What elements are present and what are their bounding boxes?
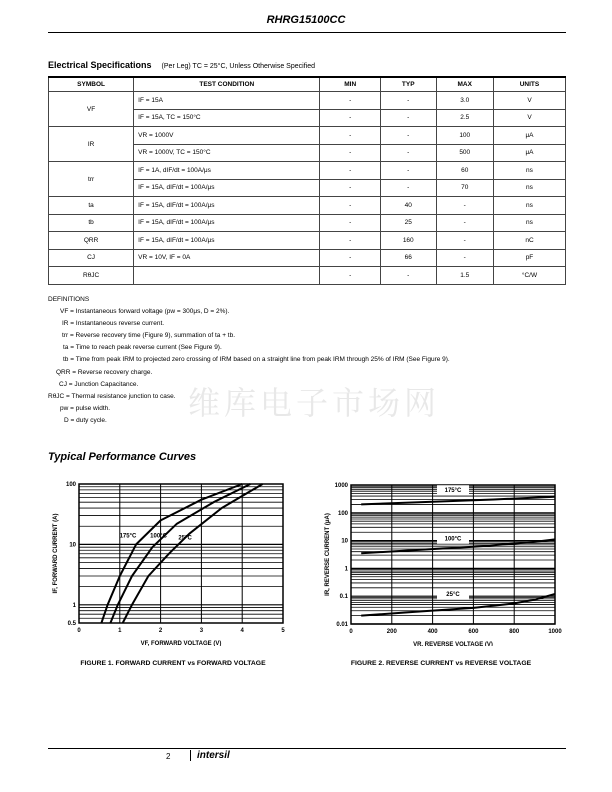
figure1-chart	[30, 476, 300, 646]
cell-max: 3.0	[436, 92, 493, 110]
cell-units: ns	[493, 162, 565, 180]
series-label: 25°C	[178, 535, 192, 542]
cell-cond: IF = 15A, dIF/dt = 100A/μs	[134, 232, 320, 250]
x-tick-label: 3	[199, 628, 204, 634]
table-row	[49, 162, 566, 180]
cell-max: 70	[436, 179, 493, 197]
column-header: MAX	[436, 77, 493, 92]
cell-symbol: IR	[49, 127, 134, 162]
cell-units: μA	[493, 144, 565, 162]
cell-symbol: CJ	[49, 249, 134, 267]
cell-min: -	[320, 92, 381, 110]
y-axis-label: IF, FORWARD CURRENT (A)	[53, 513, 59, 594]
cell-min: -	[320, 179, 381, 197]
series-label: 175°C	[444, 488, 462, 495]
cell-min: -	[320, 109, 381, 127]
intersil-logo: intersil	[190, 750, 230, 761]
cell-cond	[134, 267, 320, 285]
column-header: SYMBOL	[49, 77, 134, 92]
cell-min: -	[320, 162, 381, 180]
table-row	[49, 92, 566, 110]
cell-units: °C/W	[493, 267, 565, 285]
cell-cond: IF = 15A	[134, 92, 320, 110]
definition-item: D = duty cycle.	[64, 416, 107, 424]
cell-units: ns	[493, 197, 565, 215]
cell-typ: -	[380, 92, 436, 110]
y-tick-label: 1	[72, 602, 76, 609]
figure2-caption: FIGURE 2. REVERSE CURRENT vs REVERSE VOLTAGE	[350, 660, 532, 667]
definitions	[48, 294, 450, 427]
x-tick-label: 5	[281, 628, 285, 634]
cell-max: -	[436, 214, 493, 232]
cell-typ: 40	[380, 197, 436, 215]
table-row	[49, 214, 566, 232]
series-label: 175°C	[119, 533, 137, 540]
cell-max: 500	[436, 144, 493, 162]
cell-cond: VR = 1000V, TC = 150°C	[134, 144, 320, 162]
cell-typ: -	[380, 162, 436, 180]
table-row	[49, 249, 566, 267]
cell-cond: IF = 15A, dIF/dt = 100A/μs	[134, 197, 320, 215]
x-axis-label: VR, REVERSE VOLTAGE (V)	[413, 642, 493, 646]
y-tick-label: 0.01	[336, 622, 348, 628]
x-tick-label: 1000	[548, 629, 562, 635]
cell-min: -	[320, 267, 381, 285]
y-tick-label: 10	[69, 542, 76, 549]
cell-cond: VR = 1000V	[134, 127, 320, 145]
cell-max: 1.5	[436, 267, 493, 285]
column-header: UNITS	[493, 77, 565, 92]
definitions-title: DEFINITIONS	[48, 296, 90, 303]
definition-item: pw = pulse width.	[60, 404, 111, 412]
x-tick-label: 400	[427, 629, 438, 635]
table-row	[49, 232, 566, 250]
series-label: 100°C	[150, 533, 167, 540]
cell-max: -	[436, 232, 493, 250]
y-tick-label: 0.5	[67, 621, 76, 627]
y-tick-label: 100	[337, 510, 348, 517]
column-header: MIN	[320, 77, 381, 92]
cell-symbol: VF	[49, 92, 134, 127]
series-label: 100°C	[444, 536, 462, 543]
cell-min: -	[320, 232, 381, 250]
cell-symbol: tb	[49, 214, 134, 232]
cell-cond: IF = 15A, dIF/dt = 100A/μs	[134, 179, 320, 197]
footer-divider	[48, 748, 566, 749]
cell-typ: 66	[380, 249, 436, 267]
series-line-0	[361, 497, 555, 505]
y-tick-label: 100	[65, 482, 76, 488]
cell-min: -	[320, 214, 381, 232]
table-row	[49, 267, 566, 285]
cell-symbol: RθJC	[49, 267, 134, 285]
definition-item: VF = Instantaneous forward voltage (pw = 300μs, D = 2%).	[60, 308, 230, 316]
y-tick-label: 0.1	[339, 594, 348, 601]
cell-cond: IF = 15A, dIF/dt = 100A/μs	[134, 214, 320, 232]
x-tick-label: 0	[349, 629, 353, 635]
cell-max: 100	[436, 127, 493, 145]
x-axis-label: VF, FORWARD VOLTAGE (V)	[140, 641, 222, 646]
cell-units: V	[493, 92, 565, 110]
x-tick-label: 1	[118, 628, 122, 634]
cell-units: ns	[493, 214, 565, 232]
cell-units: V	[493, 109, 565, 127]
cell-typ: -	[380, 109, 436, 127]
definition-item: RθJC = Thermal resistance junction to case.	[48, 392, 176, 400]
cell-max: -	[436, 197, 493, 215]
cell-units: ns	[493, 179, 565, 197]
page-number: 2	[166, 752, 171, 761]
definition-item: QRR = Reverse recovery charge.	[56, 368, 153, 376]
table-row	[49, 127, 566, 145]
cell-typ: -	[380, 267, 436, 285]
x-tick-label: 600	[468, 629, 479, 635]
cell-min: -	[320, 249, 381, 267]
cell-symbol: ta	[49, 197, 134, 215]
spec-subtitle: (Per Leg) TC = 25°C, Unless Otherwise Specified	[161, 63, 315, 70]
cell-symbol: QRR	[49, 232, 134, 250]
definition-item: ta = Time to reach peak reverse current (See Figure 9).	[63, 344, 222, 352]
cell-units: μA	[493, 127, 565, 145]
x-tick-label: 200	[386, 629, 397, 635]
curves-title: Typical Performance Curves	[48, 451, 197, 463]
cell-typ: -	[380, 144, 436, 162]
figure1-caption: FIGURE 1. FORWARD CURRENT vs FORWARD VOLTAGE	[80, 660, 266, 667]
plot-frame	[351, 485, 555, 624]
cell-min: -	[320, 197, 381, 215]
x-tick-label: 800	[509, 629, 520, 635]
column-header: TEST CONDITION	[134, 77, 320, 92]
part-number-title: RHRG15100CC	[266, 14, 346, 26]
spec-heading	[48, 60, 315, 70]
watermark: 维库电子市场网	[188, 384, 441, 422]
cell-typ: -	[380, 127, 436, 145]
cell-min: -	[320, 144, 381, 162]
cell-cond: IF = 1A, dIF/dt = 100A/μs	[134, 162, 320, 180]
definition-item: tb = Time from peak IRM to projected zero crossing of IRM based on a straight line from peak IRM through 25% of IRM (See Figure 9).	[63, 356, 450, 364]
series-label: 25°C	[446, 592, 460, 599]
cell-typ: -	[380, 179, 436, 197]
spec-table	[48, 76, 566, 285]
y-tick-label: 10	[341, 538, 348, 545]
cell-max: -	[436, 249, 493, 267]
cell-cond: VR = 10V, IF = 0A	[134, 249, 320, 267]
definition-item: IR = Instantaneous reverse current.	[62, 320, 165, 328]
x-tick-label: 4	[240, 628, 244, 634]
definition-item: trr = Reverse recovery time (Figure 9), summation of ta + tb.	[62, 332, 236, 340]
table-row	[49, 197, 566, 215]
definition-item: CJ = Junction Capacitance.	[59, 380, 139, 388]
x-tick-label: 2	[158, 628, 163, 634]
y-tick-label: 1000	[334, 483, 348, 489]
cell-max: 60	[436, 162, 493, 180]
cell-max: 2.5	[436, 109, 493, 127]
divider	[48, 32, 566, 33]
spec-title: Electrical Specifications	[48, 60, 152, 70]
cell-symbol: trr	[49, 162, 134, 197]
column-header: TYP	[380, 77, 436, 92]
cell-min: -	[320, 127, 381, 145]
cell-typ: 160	[380, 232, 436, 250]
cell-units: pF	[493, 249, 565, 267]
cell-cond: IF = 15A, TC = 150°C	[134, 109, 320, 127]
y-axis-label: IR, REVERSE CURRENT (μA)	[325, 513, 331, 596]
cell-units: nC	[493, 232, 565, 250]
cell-typ: 25	[380, 214, 436, 232]
x-tick-label: 0	[77, 628, 81, 634]
y-tick-label: 1	[344, 566, 348, 573]
figure2-chart	[310, 476, 570, 646]
